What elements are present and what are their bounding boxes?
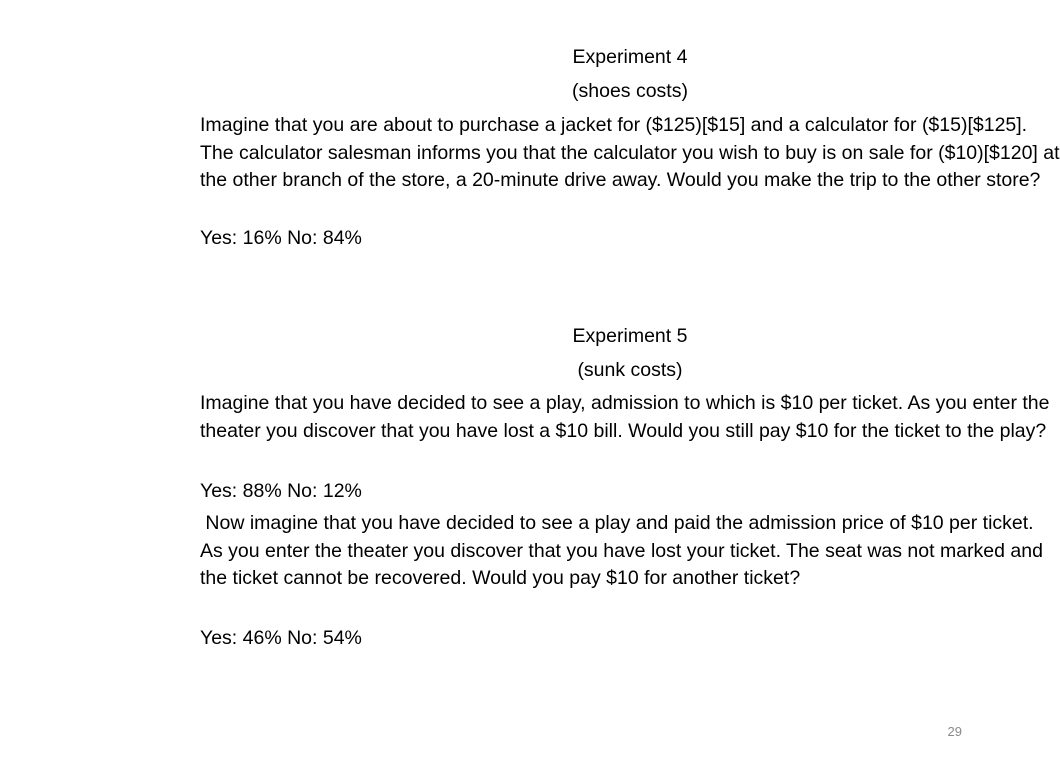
experiment4-title: Experiment 4 bbox=[572, 46, 688, 68]
experiment5-subtitle: (sunk costs) bbox=[577, 359, 683, 381]
experiment4-subtitle: (shoes costs) bbox=[572, 80, 688, 102]
page-number: 29 bbox=[947, 724, 962, 739]
experiment5-scenario-b: Now imagine that you have decided to see a play and paid the admission price of $10 per ticket. As you enter the theater you discover that you have lost your ticket. The seat was not marked and the ticket cannot be recovered. Would you pay $10 for another ticket? bbox=[200, 512, 1049, 589]
experiment5-scenario-a: Imagine that you have decided to see a play, admission to which is $10 per ticket. As you enter the theater you discover that you have lost a $10 bill. Would you still pay $10 for the ticket to the play? bbox=[200, 392, 1050, 442]
experiment4-result: Yes: 16% No: 84% bbox=[200, 227, 362, 249]
experiment4-scenario: Imagine that you are about to purchase a jacket for ($125)[$15] and a calculator for ($15)[$125]. The calculator salesman informs you that the calculator you wish to buy is on sale for ($10)[$120] at the other branch of the store, a 20-minute drive away. Would you make the trip to the other store? bbox=[200, 114, 1060, 191]
experiment5-title: Experiment 5 bbox=[572, 325, 688, 347]
experiment5-result-b: Yes: 46% No: 54% bbox=[200, 627, 362, 649]
experiment5-result-a: Yes: 88% No: 12% bbox=[200, 480, 362, 502]
